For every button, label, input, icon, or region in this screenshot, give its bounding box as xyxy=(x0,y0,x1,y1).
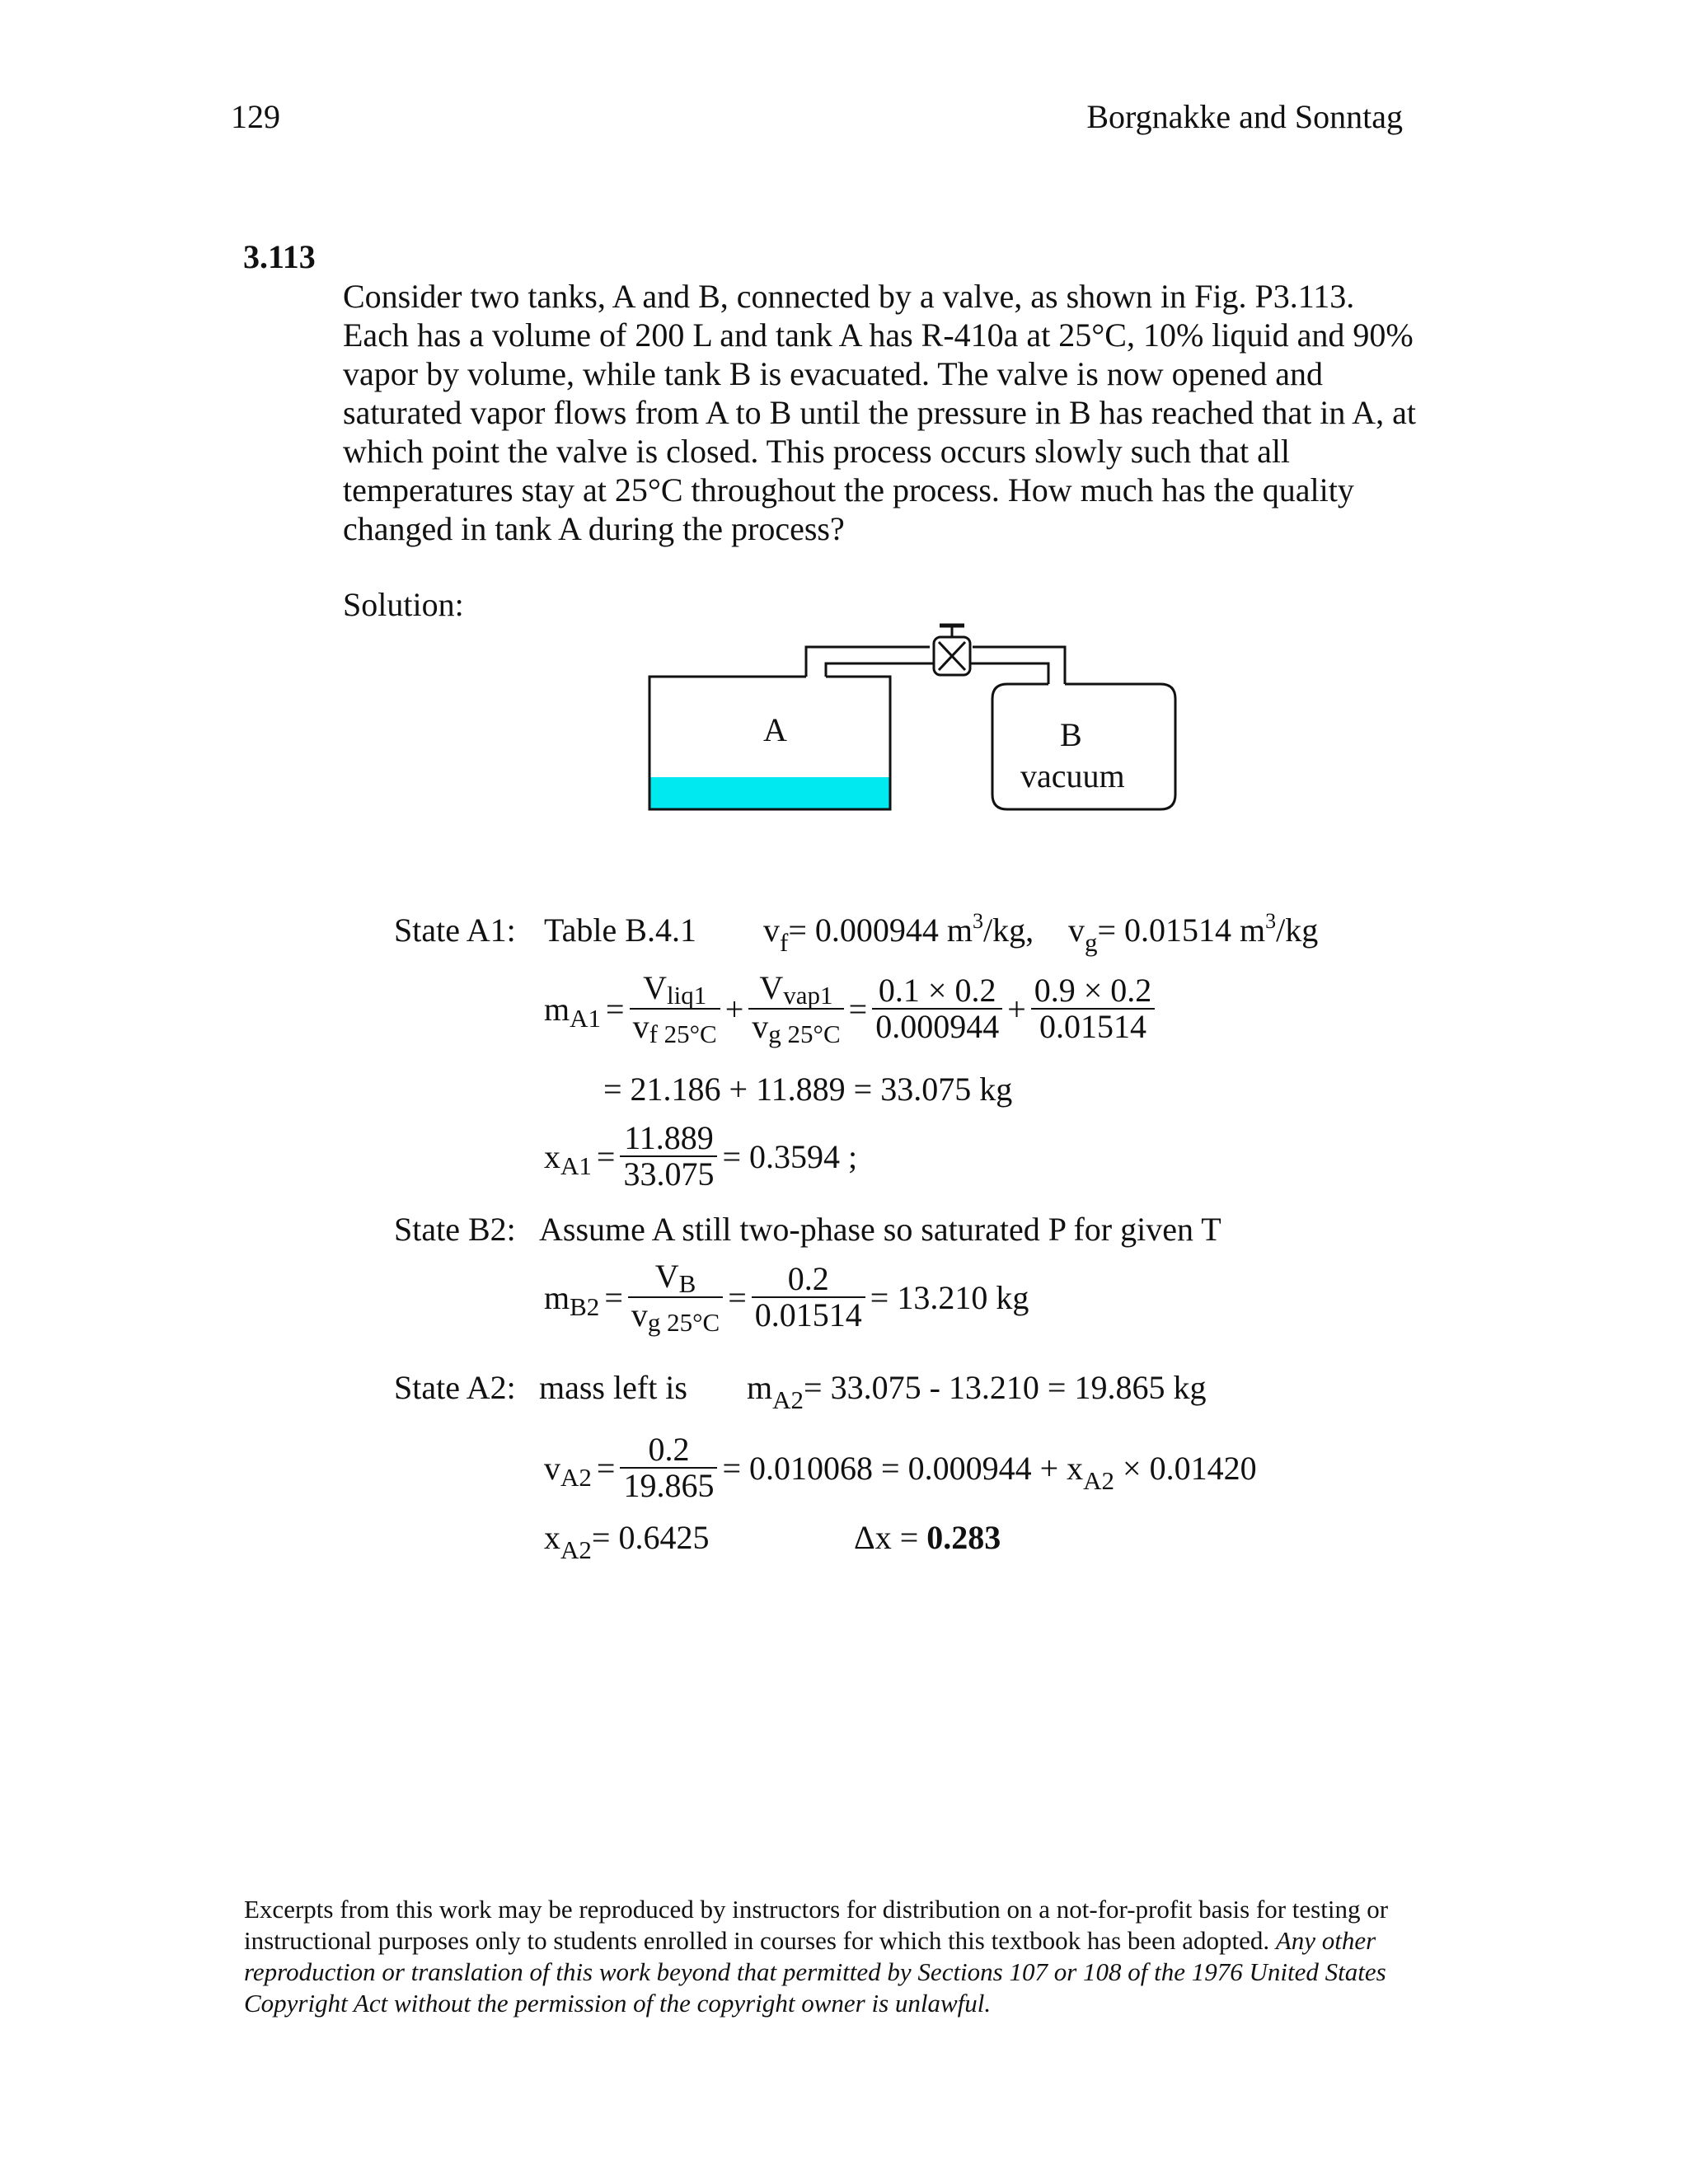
fraction: $\frac{0.9 \times 0.2}{0.01514}$ xyxy=(1031,973,1156,1044)
copyright-notice: Excerpts from this work may be reproduced by instructors for distribution on a not-for-profit basis for testing or instructional purposes only to students enrolled in courses for which this textbook has been adopted. Any other reproduction or translation of this work beyond that permitted by Sections 107 or 108 of the 1976 United States Copyright Act without the permission of the copyright owner is unlawful. xyxy=(244,1895,1389,2018)
tank-b-content: vacuum xyxy=(1020,757,1125,794)
fraction: $\frac{\text{Vliq1}}{vf 25^\circ C}$ xyxy=(630,971,720,1047)
state-b2-mass-equation: m B2 = $\frac{VB}{vg 25^\circ C}$ = $\frac{0.2}{0.01514}$ = 13.210 kg xyxy=(544,1258,1029,1337)
state-a2-text: mass left is xyxy=(539,1369,687,1406)
state-a1-label: State A1: xyxy=(394,912,516,949)
tank-a-label: A xyxy=(763,711,787,748)
state-a1-vg: $v_g= 0.01514$ $m^3/kg$ xyxy=(1068,909,1319,957)
state-a1-sum: = 21.186 + 11.889 = 33.075 kg xyxy=(603,1071,1013,1108)
problem-number: 3.113 xyxy=(243,238,316,275)
state-a1-table: Table B.4.1 xyxy=(544,912,696,949)
pipe-inner-right xyxy=(969,663,1048,684)
fraction: $\frac{0.2}{19.865}$ xyxy=(620,1432,717,1503)
tank-b-label: B xyxy=(1060,716,1082,753)
solution-label: Solution: xyxy=(343,586,464,623)
problem-line: saturated vapor flows from A to B until the pressure in B has reached that in A, at xyxy=(343,394,1416,431)
state-b2-text: Assume A still two-phase so saturated P for given T xyxy=(539,1211,1221,1248)
state-a2-label: State A2: xyxy=(394,1369,516,1406)
fraction: $\frac{11.889}{33.075}$ xyxy=(620,1121,717,1192)
problem-line: which point the valve is closed. This process occurs slowly such that all xyxy=(343,433,1291,470)
running-header-authors: Borgnakke and Sonntag xyxy=(1086,98,1403,135)
fraction: $\frac{0.2}{0.01514}$ xyxy=(752,1262,865,1333)
problem-line: vapor by volume, while tank B is evacuated. The valve is now opened and xyxy=(343,355,1323,392)
pipe-outer-right xyxy=(973,647,1065,684)
page-number: 129 xyxy=(231,98,280,135)
problem-line: changed in tank A during the process? xyxy=(343,510,845,547)
state-a1-mass-equation: m A1 = $\frac{\text{Vliq1}}{vf 25^\circ C}$ + $\frac{\text{Vvap1}}{vg 25^\circ C}$ = $\frac{0.1 \times 0.2}{0.000944}$ + $\frac{0.9 \times 0.2}{0.01514}$ xyxy=(544,971,1155,1047)
tank-a-liquid xyxy=(649,777,890,809)
quality-change: Δx = 0.283 xyxy=(854,1519,1001,1556)
state-a2-mass: $m_{A2}= 33.075 - 13.210 = 19.865$ kg xyxy=(747,1369,1207,1414)
state-b2-label: State B2: xyxy=(394,1211,516,1248)
problem-statement xyxy=(343,277,1416,548)
fraction: $\frac{0.1 \times 0.2}{0.000944}$ xyxy=(872,973,1002,1044)
state-a2-quality: $x_{A2}= 0.6425$ xyxy=(544,1519,710,1564)
problem-line: Each has a volume of 200 L and tank A has R-410a at 25°C, 10% liquid and 90% xyxy=(343,316,1414,354)
state-a1-quality-equation: x A1 = $\frac{11.889}{33.075}$ = 0.3594 ; xyxy=(544,1119,858,1193)
state-a1-vf: $v_f= 0.000944$ $m^3/kg$, xyxy=(763,909,1034,957)
problem-line: Consider two tanks, A and B, connected by a valve, as shown in Fig. P3.113. xyxy=(343,278,1355,315)
fraction: $\frac{\text{Vvap1}}{vg 25^\circ C}$ xyxy=(748,971,843,1047)
quality-change-value: 0.283 xyxy=(926,1519,1001,1556)
pipe-inner xyxy=(826,663,935,677)
fraction: $\frac{VB}{vg 25^\circ C}$ xyxy=(628,1259,723,1335)
state-a2-volume-equation: v A2 = $\frac{0.2}{19.865}$ = $0.010068 = 0.000944 + x_{A2} \times 0.01420$ xyxy=(544,1431,1257,1504)
problem-line: temperatures stay at 25°C throughout the process. How much has the quality xyxy=(343,471,1354,509)
